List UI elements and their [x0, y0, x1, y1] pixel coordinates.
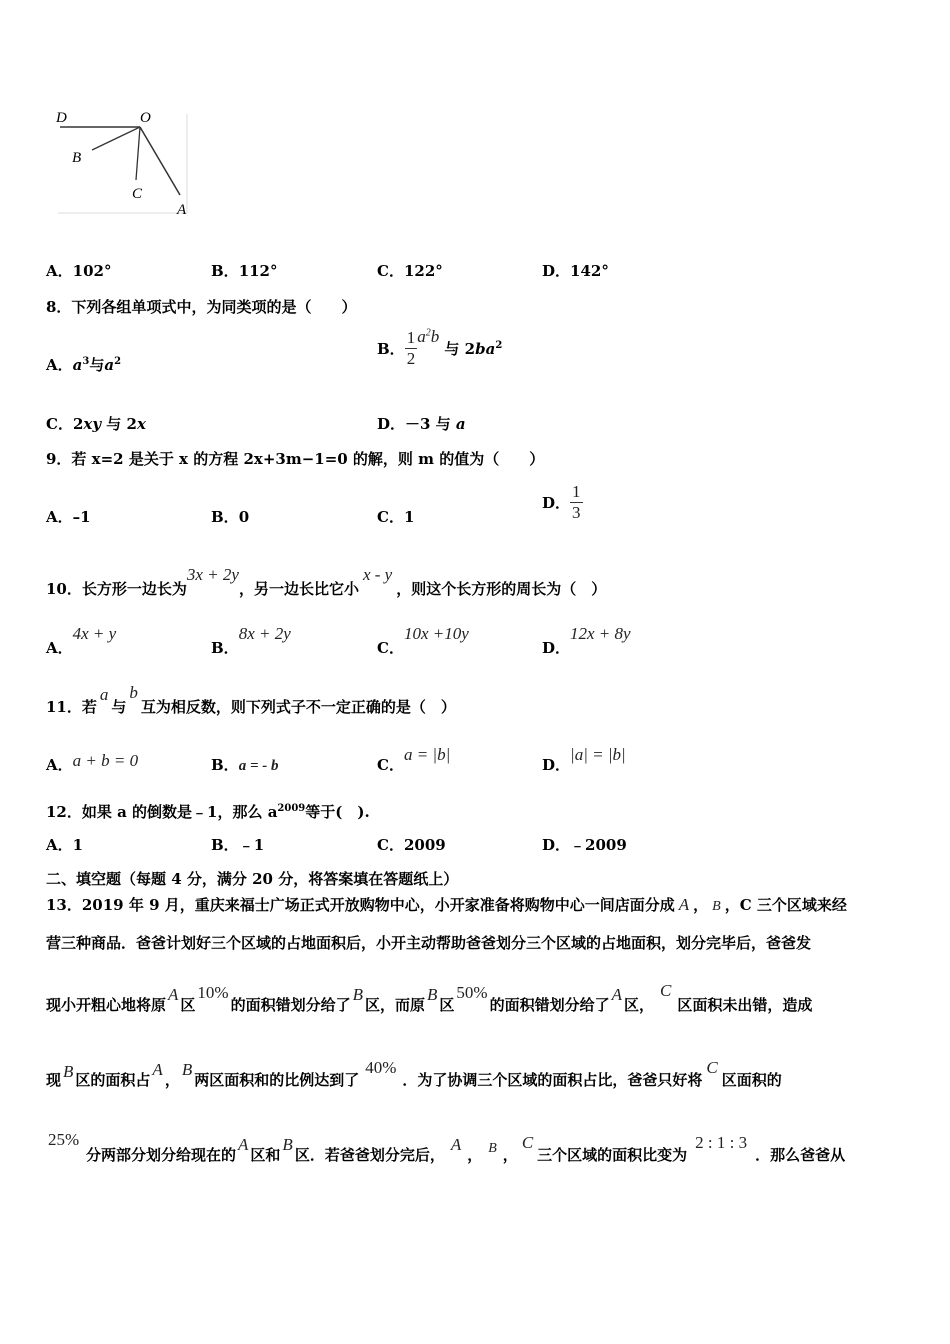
q8-option-b: B． $\frac{1}{2}$ $a^2b$ 与 $2ba^2$: [377, 326, 503, 368]
section-2-heading: 二、填空题（每题 4 分，满分 20 分，将答案填在答题纸上）: [46, 870, 459, 888]
q13-line-4: 现 B 区的面积占A，B两区面积和的比例达到了40%．为了协调三个区域的面积占比，爸爸只好将C区面积的: [46, 1058, 782, 1089]
label-a: A: [177, 202, 187, 218]
q9-option-c: C．1: [377, 508, 415, 526]
q13-line-5: 分两部分划分给现在的A区和B区．若爸爸划分完后，A， B ，C三个区域的面积比变为2 : 1 : 3．那么爸爸从: [86, 1133, 846, 1164]
q13-percent-25: 25%: [48, 1130, 80, 1149]
q8-option-c: C．2xy 与 2x: [46, 415, 146, 433]
label-b: B: [72, 150, 82, 166]
ray-ob: [92, 127, 140, 150]
q12-option-a: A．1: [46, 836, 84, 854]
q13-line-3: 现小开粗心地将原A区10%的面积错划分给了B区，而原B区50%的面积错划分给了A区，C区面积未出错，造成: [46, 981, 813, 1014]
q10-option-d: D．12x + 8y: [542, 624, 631, 657]
q13-line-2: 营三种商品．爸爸计划好三个区域的占地面积后，小开主动帮助爸爸划分三个区域的占地面积，划分完毕后，爸爸发: [46, 934, 812, 952]
q8-option-d: D．－3 与 a: [377, 415, 466, 433]
q9-option-d: D． $\frac{1}{3}$: [542, 482, 581, 522]
q10-option-a: A．4x + y: [46, 624, 117, 657]
q7-option-a: A．102°: [46, 262, 112, 280]
label-d: D: [56, 110, 67, 126]
q8-option-a: A．$a^3$与$a^2$: [46, 356, 122, 374]
q12-option-c: C．2009: [377, 836, 446, 854]
q9-stem: 9．若 x=2 是关于 x 的方程 2x+3m−1=0 的解，则 m 的值为（ ）: [46, 450, 545, 468]
q7-option-d: D．142°: [542, 262, 609, 280]
q9-option-a: A．–1: [46, 508, 91, 526]
q10-stem: 10．长方形一边长为3x + 2y，另一边长比它小x - y，则这个长方形的周长为（ ）: [46, 565, 607, 598]
angle-figure: [50, 100, 200, 220]
q11-stem: 11．若a与b互为相反数，则下列式子不一定正确的是（ ）: [46, 683, 456, 716]
q8-b-fraction: $\frac{1}{2}$: [406, 328, 416, 368]
ray-oa: [140, 127, 180, 195]
q13-line-1: 13．2019 年 9 月，重庆来福士广场正式开放购物中心，小开家准备将购物中心一间店面分成 A ， B ，C 三个区域来经: [46, 895, 847, 914]
q11-option-b: B．a = - b: [211, 756, 279, 774]
q10-option-b: B．8x + 2y: [211, 624, 291, 657]
label-c: C: [132, 186, 143, 202]
q7-option-b: B．112°: [211, 262, 278, 280]
q11-option-d: D．|a| = |b|: [542, 745, 626, 774]
q9-d-fraction: $\frac{1}{3}$: [572, 482, 581, 522]
ray-oc: [136, 127, 140, 180]
q11-option-c: C．a = |b|: [377, 745, 451, 774]
label-o: O: [140, 110, 151, 126]
q10-option-c: C．10x +10y: [377, 624, 469, 657]
q11-option-a: A．a + b = 0: [46, 751, 139, 774]
q12-option-b: B．﹣1: [211, 836, 265, 854]
q12-option-d: D．﹣2009: [542, 836, 627, 854]
q12-stem: 12．如果 a 的倒数是﹣1，那么 $a^{2009}$等于( ).: [46, 803, 370, 821]
q7-option-c: C．122°: [377, 262, 443, 280]
q9-option-b: B．0: [211, 508, 250, 526]
q8-stem: 8．下列各组单项式中，为同类项的是（ ）: [46, 298, 357, 316]
